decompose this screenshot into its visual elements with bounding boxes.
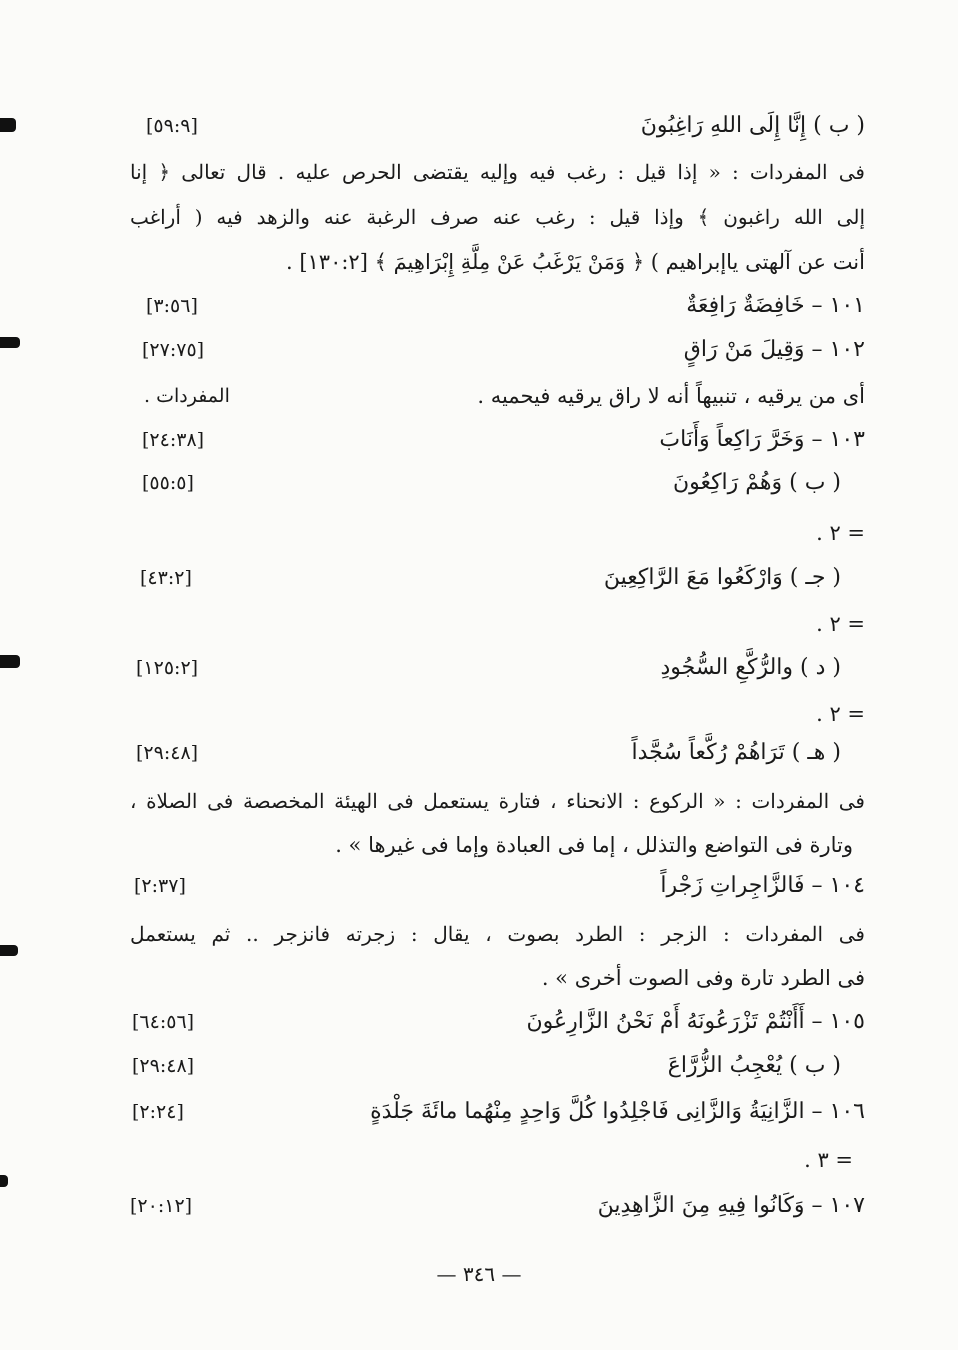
text-line (130, 463, 865, 503)
verse-reference: [٥٥:٥] (142, 472, 194, 494)
text-line: فى المفردات : الزجر : الطرد بصوت ، يقال : زجرته فانزجر .. ثم يستعمل (130, 922, 865, 946)
text-line (130, 286, 865, 326)
line-text: ١٠٧ – وَكَانُوا فِيهِ مِنَ الزَّاهِدِينَ (597, 1193, 865, 1218)
verse-reference: [٢٩:٤٨] (132, 1055, 195, 1077)
text-line (130, 694, 865, 734)
text-line (130, 825, 865, 865)
text-line (130, 958, 865, 998)
text-line (130, 866, 865, 906)
text-line (130, 420, 865, 460)
text-line (130, 1002, 865, 1042)
verse-reference: [٢٧:٧٥] (142, 339, 205, 361)
binding-mark (0, 1175, 8, 1187)
line-text: ١٠٢ – وَقِيلَ مَنْ رَاقٍ (683, 337, 865, 362)
line-text: = ٢ . (816, 521, 865, 545)
verse-reference: [٢:٣٧] (134, 875, 186, 897)
text-line (130, 558, 865, 598)
verse-reference: [٣:٥٦] (146, 295, 198, 317)
text-line (130, 513, 865, 553)
verse-reference: [٢٩:٤٨] (136, 742, 199, 764)
line-text: ١٠٥ – أَأَنْتُمْ تَزْرَعُونَهُ أَمْ نَحْنُ الزَّارِعُونَ (526, 1009, 865, 1034)
binding-mark (0, 337, 20, 348)
line-text: ١٠٦ – الزَّانِيَةُ وَالزَّانِى فَاجْلِدُوا كُلَّ وَاحِدٍ مِنْهُما مائَةَ جَلْدَةٍ (370, 1099, 865, 1124)
source-reference: المفردات . (144, 385, 230, 407)
line-text: ١٠١ – خَافِضَةٌ رَافِعَةٌ (686, 293, 865, 318)
text-line (130, 242, 865, 282)
line-text: وتارة فى التواضع والتذلل ، إما فى العبادة وإما فى غيرها » . (335, 833, 853, 857)
text-line: إلى الله راغبون ﴾ وإذا قيل : رغب عنه صرف الرغبة عنه والزهد فيه ( أراغب (130, 205, 865, 229)
text-line (130, 1186, 865, 1226)
text-line (130, 1092, 865, 1132)
line-text: = ٢ . (816, 702, 865, 726)
line-text: ( د ) والرُّكَّعِ السُّجُودِ (660, 655, 841, 680)
line-text: ( هـ ) تَرَاهُمْ رُكَّعاً سُجَّداً (631, 740, 841, 765)
binding-mark (0, 945, 18, 956)
text-line (130, 330, 865, 370)
text-line (130, 106, 865, 146)
line-text: فى الطرد تارة وفى الصوت أخرى » . (541, 966, 865, 990)
line-text: ( ب ) إِنَّا إِلَى اللهِ رَاغِبُونَ (640, 113, 865, 138)
verse-reference: [٢٤:٣٨] (142, 429, 205, 451)
line-text: ( جـ ) وَارْكَعُوا مَعَ الرَّاكِعِينَ (603, 565, 841, 590)
verse-reference: [١٢٥:٢] (136, 657, 199, 679)
binding-mark (0, 655, 20, 668)
binding-mark (0, 118, 16, 132)
verse-reference: [٥٩:٩] (146, 115, 198, 137)
verse-reference: [٤٣:٢] (140, 567, 192, 589)
text-line (130, 1140, 865, 1180)
line-text: ١٠٤ – فَالزَّاجِراتِ زَجْراً (660, 873, 865, 898)
text-line (130, 648, 865, 688)
text-line (130, 604, 865, 644)
line-text: = ٣ . (804, 1148, 853, 1172)
line-text: = ٢ . (816, 612, 865, 636)
line-text: ( ب ) وَهُمْ رَاكِعُونَ (672, 470, 841, 495)
page-number: — ٣٤٦ — (436, 1262, 522, 1286)
text-line (130, 1046, 865, 1086)
text-line: فى المفردات : « إذا قيل : رغب فيه وإليه يقتضى الحرص عليه . قال تعالى ﴿ إنا (130, 160, 865, 184)
line-text: ( ب ) يُعْجِبُ الزُّرَّاعَ (667, 1053, 841, 1078)
text-line: فى المفردات : « الركوع : الانحناء ، فتارة يستعمل فى الهيئة المخصصة فى الصلاة ، (130, 789, 865, 813)
text-line (130, 376, 865, 416)
line-text: ١٠٣ – وَخَرَّ رَاكِعاً وَأَنَابَ (659, 427, 865, 452)
verse-reference: [٦٤:٥٦] (132, 1011, 195, 1033)
verse-reference: [٢:٢٤] (132, 1101, 184, 1123)
line-text: أنت عن آلهتى ياإبراهيم ) ﴿ وَمَنْ يَرْغَبُ عَنْ مِلَّةِ إِبْرَاهِيمَ ﴾ [١٣٠:٢] . (285, 250, 865, 274)
text-line (130, 733, 865, 773)
line-text: أى من يرقيه ، تنبيهاً أنه لا راق يرقيه فيحميه . (477, 384, 865, 408)
verse-reference: [٢٠:١٢] (130, 1195, 193, 1217)
